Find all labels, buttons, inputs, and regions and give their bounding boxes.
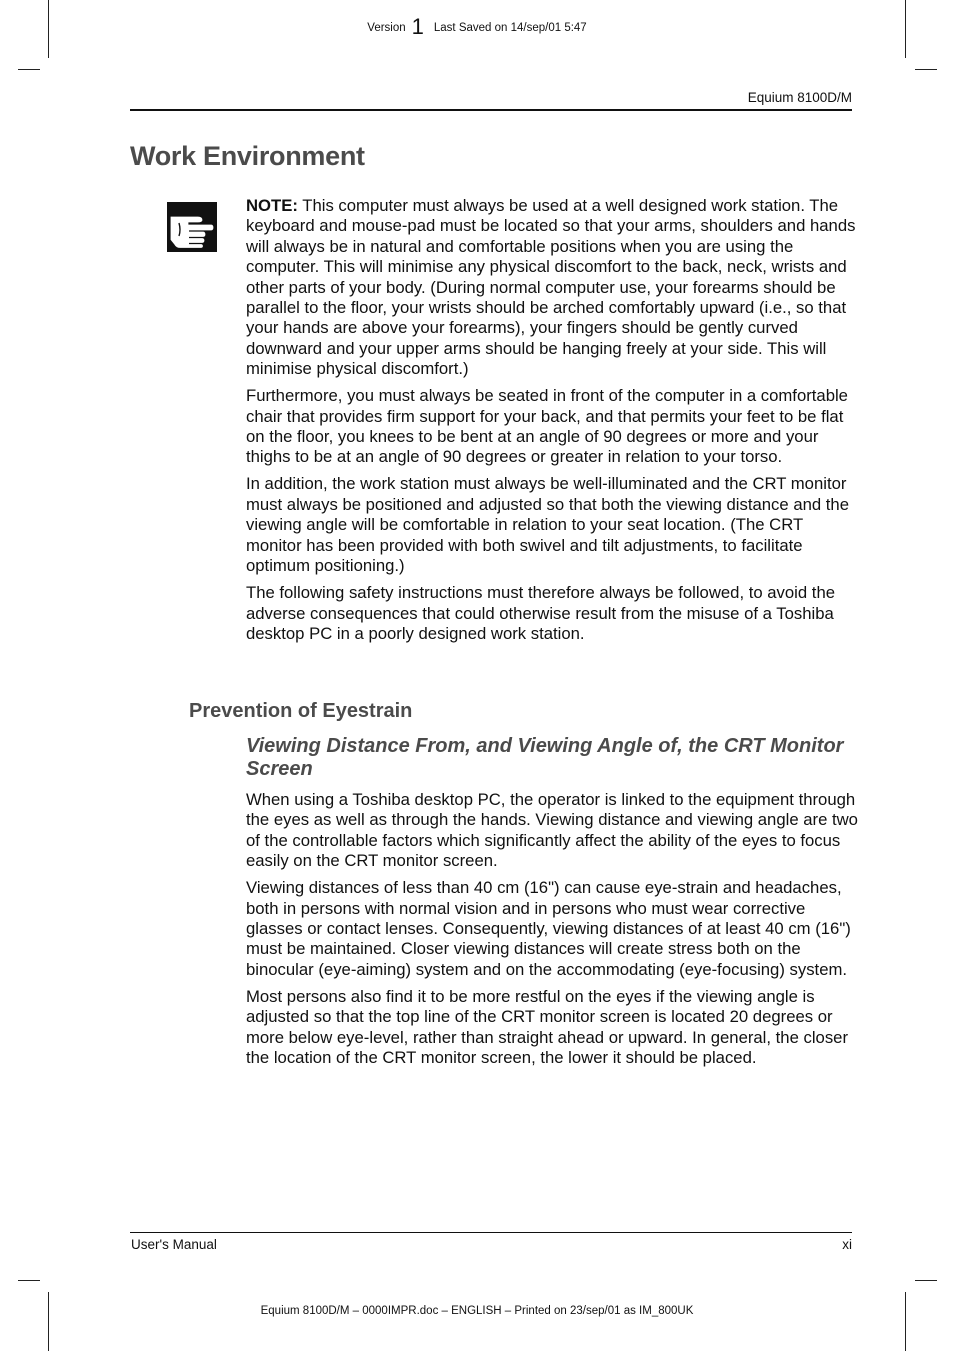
subsection-heading: Viewing Distance From, and Viewing Angle of, the CRT Monitor Screen [246, 735, 844, 780]
note-paragraph: In addition, the work station must always be well-illuminated and the CRT monitor must always be positioned and adjusted so that both the viewing distance and the viewing angle will be comfortable in relation to your seat location. (The CRT monitor has been provided with both swivel and tilt adjustments, to facilitate optimum positioning.) [246, 474, 849, 576]
note-paragraph: NOTE: This computer must always be used at a well designed work station. The keyboard and mouse-pad must be located so that your arms, shoulders and hands will always be in natural and comfortable positions when you are using the computer. This will minimise any physical discomfort to the back, neck, wrists and other parts of your body. (During normal computer use, your forearms should be parallel to the floor, your wrists should be arched comfortably upward (i.e., so that your hands are above your forearms), your fingers should be gently curved downward and your upper arms should be hanging freely at your side. This will minimise physical discomfort.) [246, 196, 856, 379]
crop-mark [18, 1280, 40, 1281]
pointing-hand-icon [167, 202, 217, 252]
section-heading: Prevention of Eyestrain [189, 700, 413, 722]
crop-mark [915, 69, 937, 70]
print-info-line: Equium 8100D/M – 0000IMPR.doc – ENGLISH – Printed on 23/sep/01 as IM_800UK [260, 1305, 694, 1317]
crop-mark [915, 1280, 937, 1281]
crop-mark [905, 1292, 906, 1351]
note-paragraph: The following safety instructions must therefore always be followed, to avoid the adverse consequences that could otherwise result from the misuse of a Toshiba desktop PC in a poorly designed work station. [246, 583, 836, 643]
crop-mark [48, 1292, 49, 1351]
note-label: NOTE: [246, 196, 298, 215]
header-rule [130, 109, 852, 111]
page-title: Work Environment [130, 141, 365, 171]
body-paragraph: Viewing distances of less than 40 cm (16") can cause eye-strain and headaches, both in persons with normal vision and in persons who must wear corrective glasses or contact lenses. Consequently, viewing distances of at least 40 cm (16") must be maintained. Closer viewing distances will create stress both on the binocular (eye-aiming) system and on the accommodating (eye-focusing) system. [246, 878, 851, 979]
print-version-line [0, 14, 954, 40]
footer-manual-title: User's Manual [131, 1237, 217, 1252]
running-head: Equium 8100D/M [747, 90, 852, 105]
crop-mark [18, 69, 40, 70]
body-paragraph: When using a Toshiba desktop PC, the operator is linked to the equipment through the eyes as well as through the hands. Viewing distance and viewing angle are two of the controllable factors which significantly affect the ability of the eyes to focus easily on the CRT monitor screen. [246, 790, 858, 871]
last-saved: Last Saved on 14/sep/01 5:47 [433, 22, 587, 34]
version-label: Version [367, 22, 406, 34]
version-number: 1 [411, 14, 424, 39]
note-body [246, 196, 858, 651]
footer-rule [130, 1232, 852, 1233]
section-body [246, 790, 858, 1075]
note-paragraph: Furthermore, you must always be seated in front of the computer in a comfortable chair that provides firm support for your back, and that permits your feet to be flat on the floor, you knees to be bent at an angle of 90 degrees or more and your thighs to be at an angle of 90 degrees or greater in relation to your torso. [246, 386, 848, 467]
page-number: xi [842, 1237, 852, 1252]
body-paragraph: Most persons also find it to be more restful on the eyes if the viewing angle is adjusted so that the top line of the CRT monitor screen is located 20 degrees or more below eye-level, rather than straight ahead or upward. In general, the closer the location of the CRT monitor screen, the lower it should be placed. [246, 986, 849, 1068]
